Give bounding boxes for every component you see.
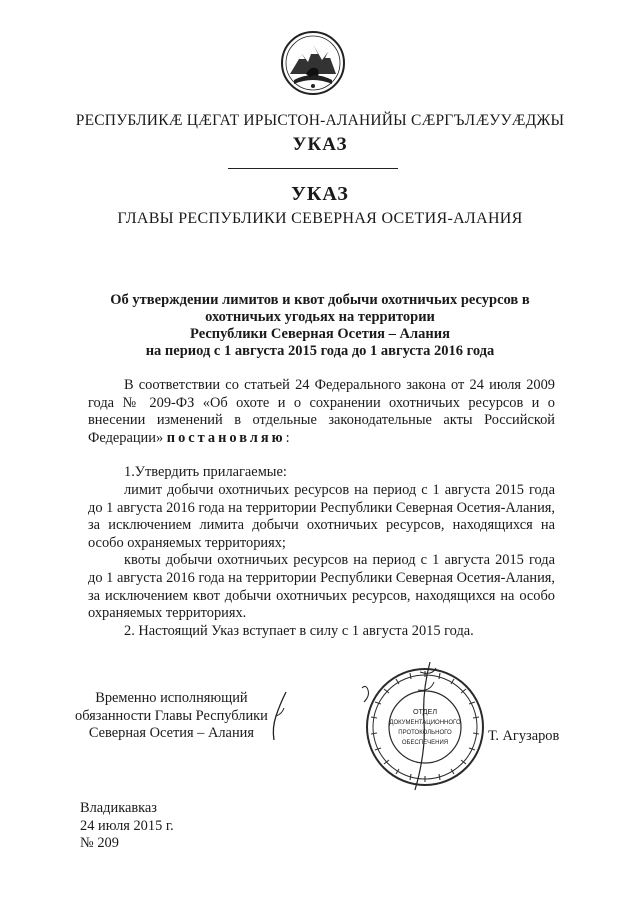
resolve-word: постановляю	[166, 429, 286, 446]
footer-number: № 209	[80, 835, 119, 852]
decree-title	[60, 292, 580, 360]
footer-date: 24 июля 2015 г.	[80, 817, 174, 834]
preamble-paragraph	[88, 377, 555, 447]
position-line: обязанности Главы Республики	[75, 707, 268, 724]
header-divider	[228, 168, 398, 169]
title-line: на период с 1 августа 2015 года до 1 августа 2016 года	[145, 343, 495, 359]
decree-footer	[80, 800, 174, 853]
decree-body	[88, 377, 555, 640]
coat-of-arms-icon	[280, 30, 346, 96]
stamp-line: ПРОТОКОЛЬНОГО	[398, 730, 452, 736]
item2: 2. Настоящий Указ вступает в силу с 1 августа 2015 года.	[124, 622, 474, 639]
russian-decree-heading: УКАЗ	[291, 183, 349, 205]
resolve-colon: :	[285, 429, 290, 446]
footer-city: Владикавказ	[80, 800, 157, 816]
stamp-line: ДОКУМЕНТАЦИОННОГО	[389, 720, 461, 726]
item1-limit: лимит добычи охотничьих ресурсов на период с 1 августа 2015 года до 1 августа 2016 года на территории Республики Северная Осетия-Алания, за исключением лимита добычи охотничьих ресурсов, находящихся на особо охраняемых территориях;	[88, 481, 555, 551]
russian-head-title: ГЛАВЫ РЕСПУБЛИКИ СЕВЕРНАЯ ОСЕТИЯ-АЛАНИЯ	[117, 210, 523, 227]
ossetian-title: РЕСПУБЛИКӔ ЦӔГАТ ИРЫСТОН-АЛАНИЙЫ СӔРГЪЛӔУУӔДЖЫ	[75, 112, 565, 129]
position-line: Северная Осетия – Алания	[88, 725, 254, 742]
preamble-text: В соответствии со статьей 24 Федерального закона от 24 июля 2009 года № 209-ФЗ «Об охоте и о сохранении охотничьих ресурсов и о внесении изменений в отдельные законодательные акты Российской Федерации»	[88, 377, 555, 446]
stamp-line: ОТДЕЛ	[412, 707, 438, 716]
stamp-line: ОБЕСПЕЧЕНИЯ	[401, 740, 449, 746]
title-line: охотничьих угодьях на территории	[205, 309, 435, 325]
title-line: Об утверждении лимитов и квот добычи охотничьих ресурсов в	[110, 292, 530, 308]
position-line: Временно исполняющий	[95, 690, 248, 706]
title-line: Республики Северная Осетия – Алания	[190, 326, 450, 342]
ossetian-decree-heading: УКАЗ	[292, 134, 348, 155]
official-stamp-icon	[360, 662, 490, 792]
signature-position	[75, 690, 268, 743]
item1-intro: 1.Утвердить прилагаемые:	[124, 464, 287, 481]
signer-name: Т. Агузаров	[488, 728, 560, 744]
item1-quota: квоты добычи охотничьих ресурсов на период с 1 августа 2015 года до 1 августа 2016 года на территории Республики Северная Осетия-Алания, за исключением квот добычи охотничьих ресурсов, находящихся на особо охраняемых территориях.	[88, 552, 555, 622]
handwritten-signature-icon	[266, 690, 290, 742]
